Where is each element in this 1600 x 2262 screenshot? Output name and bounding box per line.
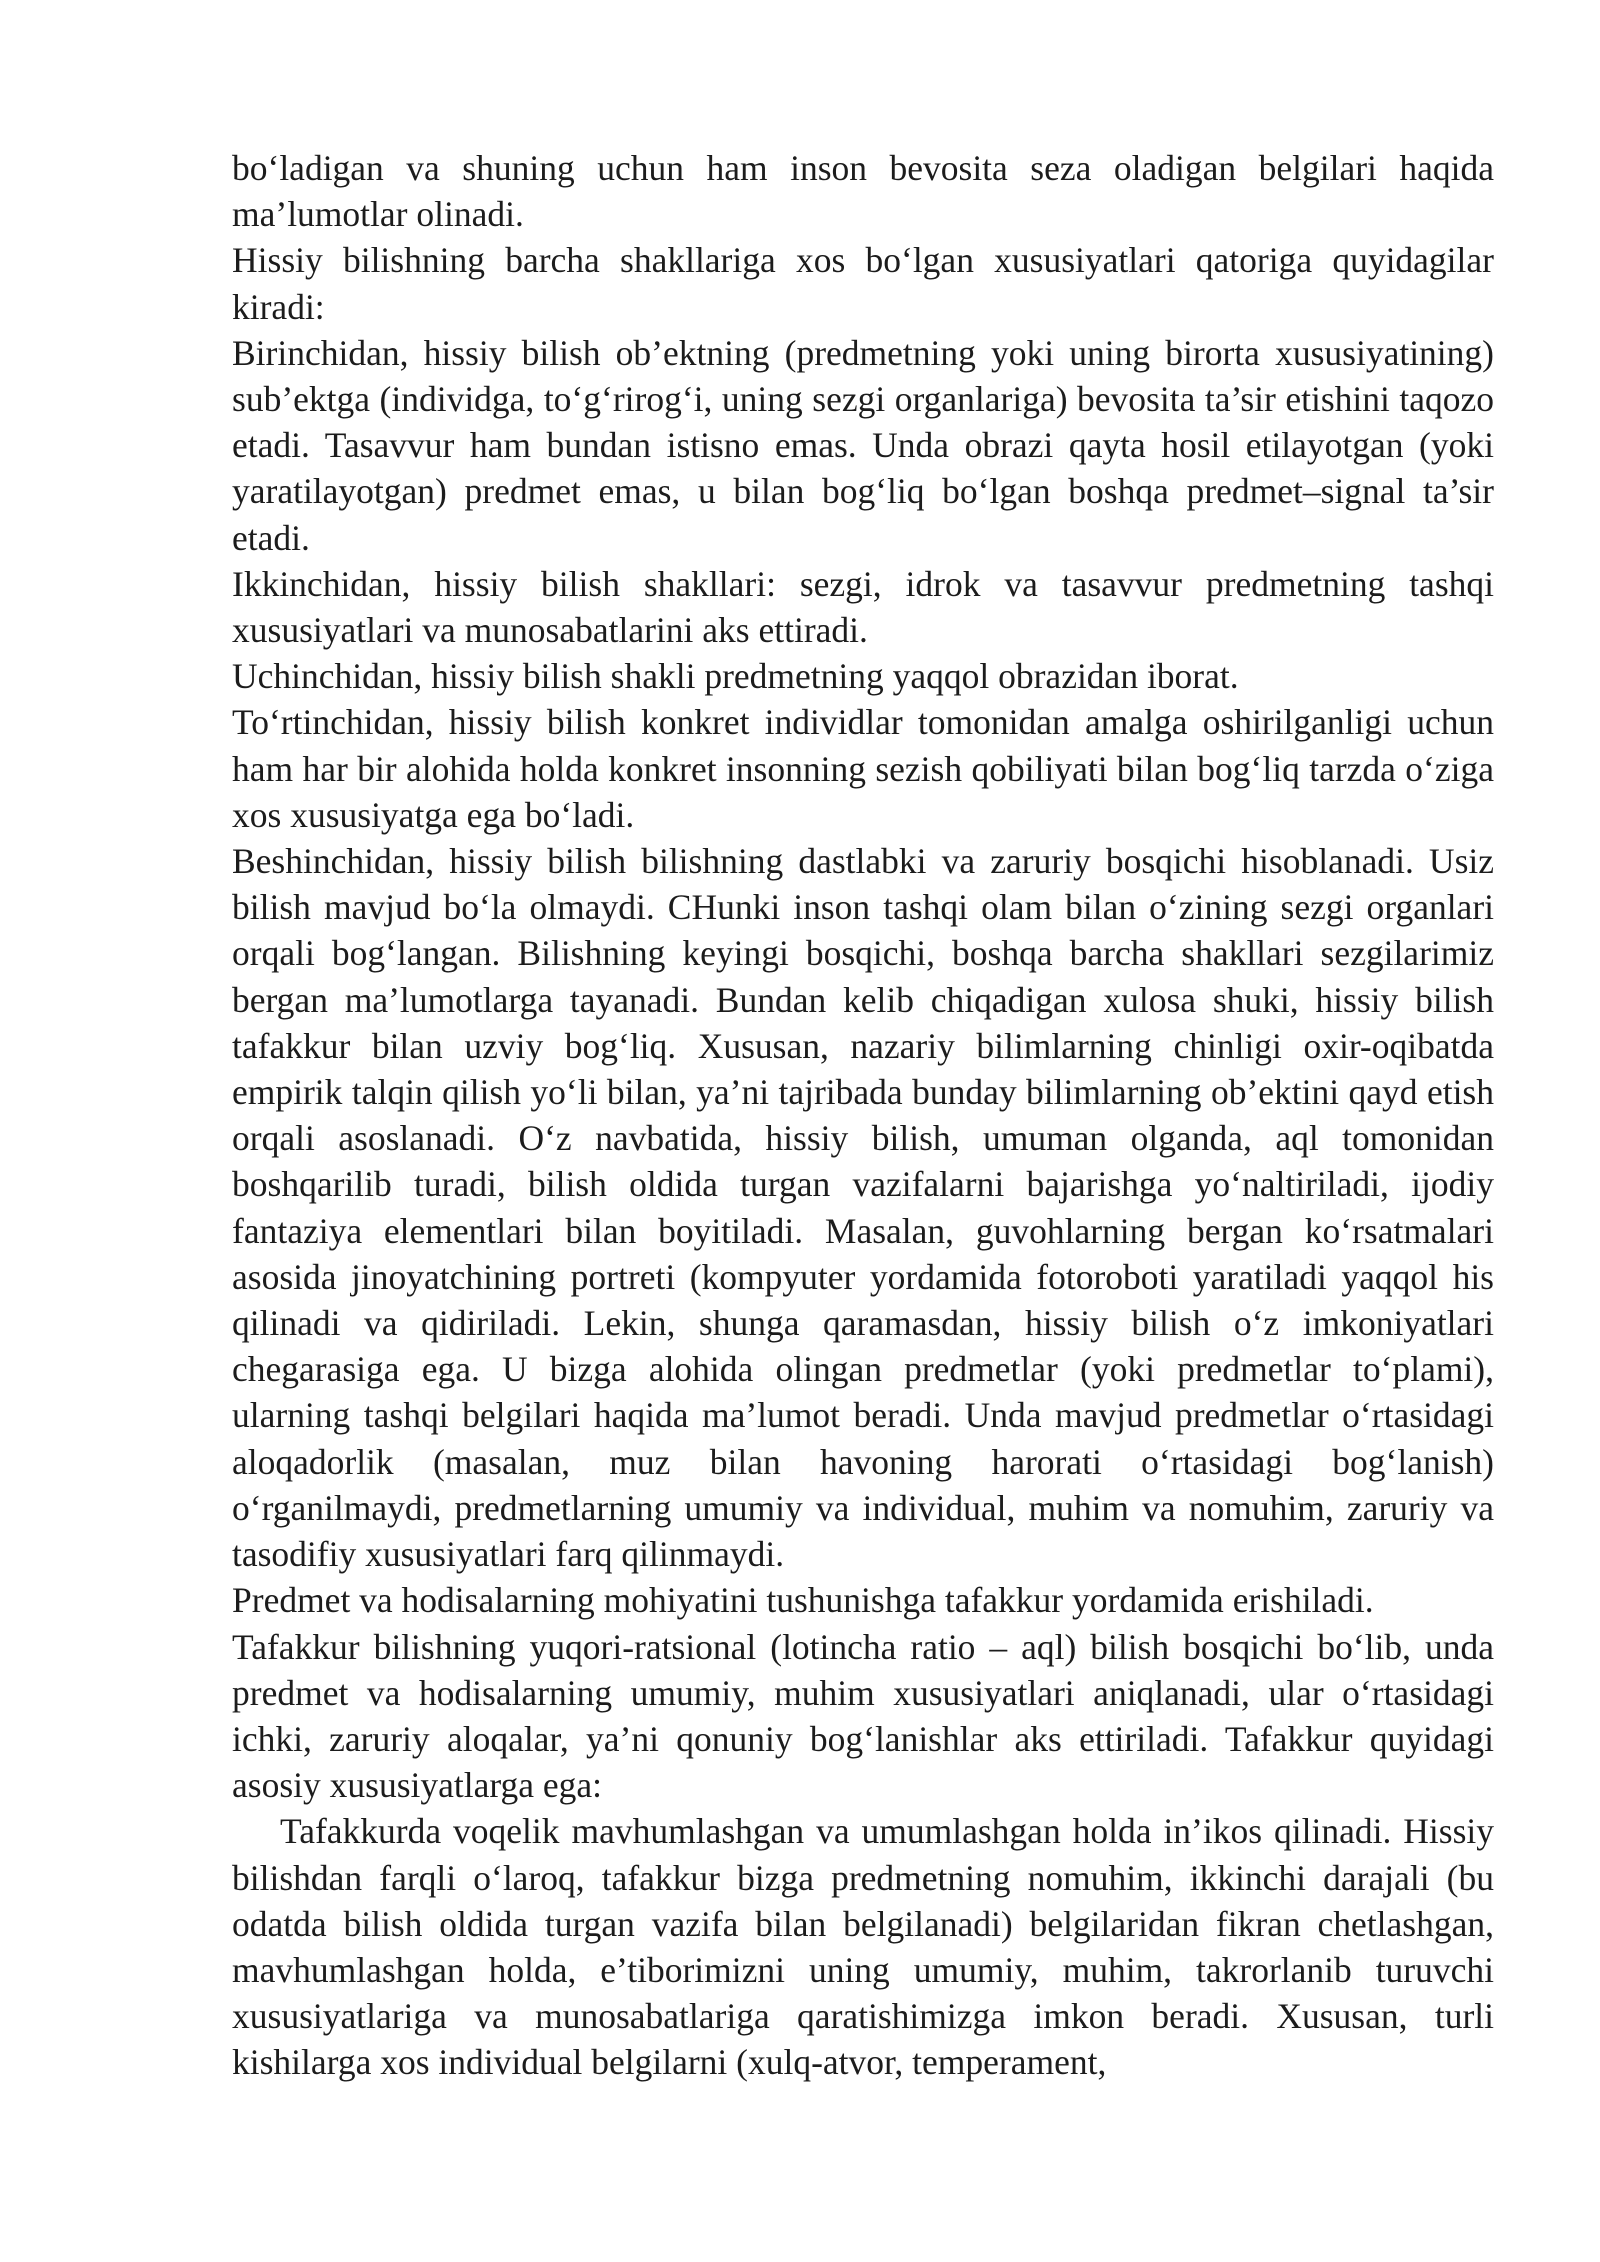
paragraph-second: Ikkinchidan, hissiy bilish shakllari: sezgi, idrok va tasavvur predmetning tashqi xususiyatlari va munosabatlarini aks ettiradi. <box>232 563 1494 651</box>
paragraph-third: Uchinchidan, hissiy bilish shakli predmetning yaqqol obrazidan iborat. <box>232 656 1239 697</box>
document-page <box>232 145 1494 2086</box>
paragraph-fourth: To‘rtinchidan, hissiy bilish konkret individlar tomonidan amalga oshirilganligi uchun ham har bir alohida holda konkret insonning sezish qobiliyati bilan bog‘liq tarzda o‘ziga xos xususiyatga ega bo‘ladi. <box>232 702 1494 835</box>
paragraph-fifth: Beshinchidan, hissiy bilish bilishning dastlabki va zaruriy bosqichi hisoblanadi. Usiz bilish mavjud bo‘la olmaydi. CHunki inson tashqi olam bilan o‘zining sezgi organlari orqali bog‘langan. Bilishning keyingi bosqichi, boshqa barcha shakllari sezgilarimiz bergan ma’lumotlarga tayanadi. Bundan kelib chiqadigan xulosa shuki, hissiy bilish tafakkur bilan uzviy bog‘liq. Xususan, nazariy bilimlarning chinligi oxir-oqibatda empirik talqin qilish yo‘li bilan, ya’ni tajribada bunday bilimlarning ob’ektini qayd etish orqali asoslanadi. O‘z navbatida, hissiy bilish, umuman olganda, aql tomonidan boshqarilib turadi, bilish oldida turgan vazifalarni bajarishga yo‘naltiriladi, ijodiy fantaziya elementlari bilan boyitiladi. Masalan, guvohlarning bergan ko‘rsatmalari asosida jinoyatchining portreti (kompyuter yordamida fotoroboti yaratiladi yaqqol his qilinadi va qidiriladi. Lekin, shunga qaramasdan, hissiy bilish o‘z imkoniyatlari chegarasiga ega. U bizga alohida olingan predmetlar (yoki predmetlar to‘plami), ularning tashqi belgilari haqida ma’lumot beradi. Unda mavjud predmetlar o‘rtasidagi aloqadorlik (masalan, muz bilan havoning harorati o‘rtasidagi bog‘lanish) o‘rganilmaydi, predmetlarning umumiy va individual, muhim va nomuhim, zaruriy va tasodifiy xususiyatlari farq qilinmaydi. <box>232 841 1494 1575</box>
paragraph-essence: Predmet va hodisalarning mohiyatini tushunishga tafakkur yordamida erishiladi. <box>232 1580 1374 1621</box>
paragraph-intro: Hissiy bilishning barcha shakllariga xos bo‘lgan xususiyatlari qatoriga quyidagilar kiradi: <box>232 240 1494 327</box>
paragraph-continuation: bo‘ladigan va shuning uchun ham inson bevosita seza oladigan belgilari haqida ma’lumotlar olinadi. <box>232 148 1494 235</box>
paragraph-first: Birinchidan, hissiy bilish ob’ektning (predmetning yoki uning birorta xususiyatining) sub’ektga (individga, to‘g‘rirog‘i, uning sezgi organlariga) bevosita ta’sir etishini taqozo etadi. Tasavvur ham bundan istisno emas. Unda obrazi qayta hosil etilayotgan (yoki yaratilayotgan) predmet emas, u bilan bog‘liq bo‘lgan boshqa predmet–signal ta’sir etadi. <box>232 332 1494 558</box>
paragraph-abstraction: Tafakkurda voqelik mavhumlashgan va umumlashgan holda in’ikos qilinadi. Hissiy bilishdan farqli o‘laroq, tafakkur bizga predmetning nomuhim, ikkinchi darajali (bu odatda bilish oldida turgan vazifa bilan belgilanadi) belgilaridan fikran chetlashgan, mavhumlashgan holda, e’tiborimizni uning umumiy, muhim, takrorlanib turuvchi xususiyatlariga va munosabatlariga qaratishimizga imkon beradi. Xususan, turli kishilarga xos individual belgilarni (xulq-atvor, temperament, <box>232 1811 1494 2083</box>
paragraph-thinking-definition: Tafakkur bilishning yuqori-ratsional (lotincha ratio – aql) bilish bosqichi bo‘lib, unda predmet va hodisalarning umumiy, muhim xususiyatlari aniqlanadi, ular o‘rtasidagi ichki, zaruriy aloqalar, ya’ni qonuniy bog‘lanishlar aks ettiriladi. Tafakkur quyidagi asosiy xususiyatlarga ega: <box>232 1626 1494 1806</box>
